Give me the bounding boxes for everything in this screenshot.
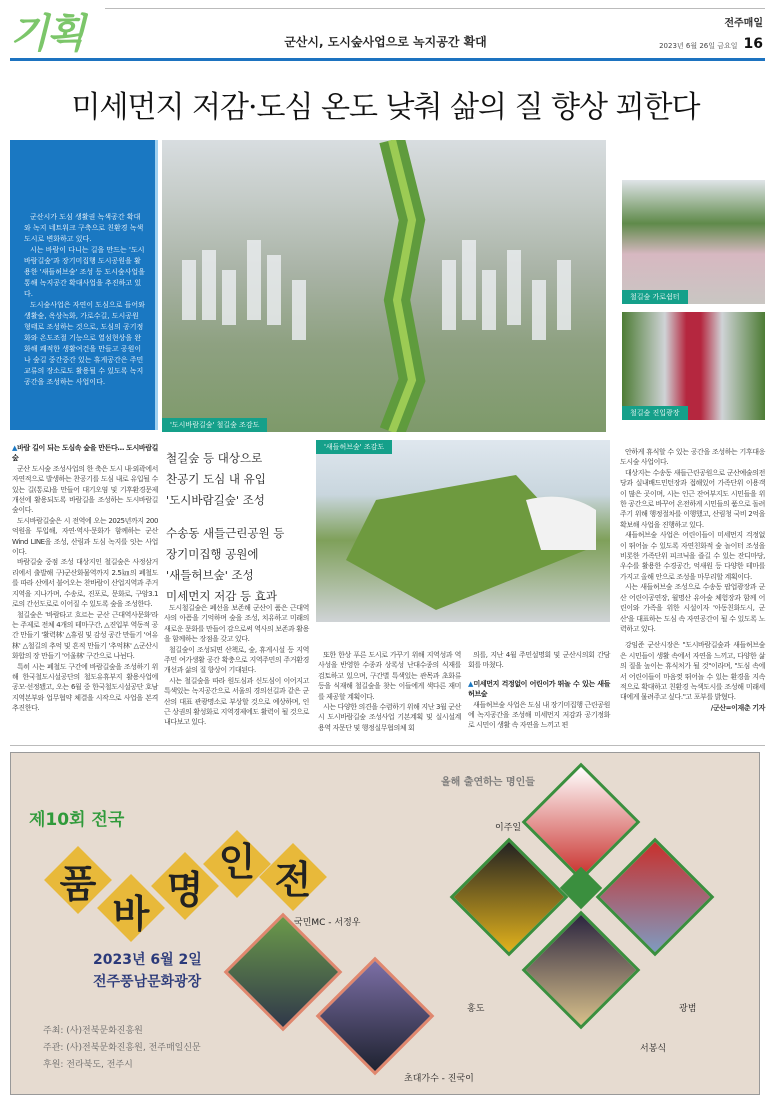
quote-line: 장기미집행 공원에 <box>166 547 259 561</box>
ad-schedule <box>93 949 202 993</box>
quote-line: 미세먼지 저감 등 효과 <box>166 589 277 603</box>
performer-photo <box>450 838 569 957</box>
paragraph: 특히 시는 폐철도 구간에 바람길숲을 조성하기 위해 한국철도시설공단의 철도유휴부지 활용사업에 공모·선정됐고, 오는 6월 중 한국철도시설공단 호남지역본부와 업무협약 체결을 시작으로 사업을 본격 추진한다. <box>12 662 158 713</box>
paragraph: 새들허브숲 사업은 도심 내 장기미집행 근린공원에 녹지공간을 조성해 미세먼지 저감과 공기정화로 시민이 생활 속 자연을 느끼고 편 <box>468 700 610 730</box>
article-column-2 <box>164 603 309 728</box>
newspaper-name: 전주매일 <box>724 18 763 29</box>
subheading <box>12 443 158 464</box>
lead-paragraph: 도시숲사업은 자연이 도심으로 들어와 생활숲, 옥상녹화, 가로수길, 도시공원 형태로 조성하는 것으로, 도심의 공기정화와 온도조절 기능으로 열섬현상을 완화해 쾌적한 생활여건을 만들고 공원이나 숲길 중간중간 있는 휴게공간은 주민교류의 장소로도 활용될 수 있도록 녹지공간을 조성하는 사업이다. <box>24 301 145 386</box>
quote-line: 철길숲 등 대상으로 <box>166 451 263 465</box>
paragraph: 의를, 지난 4월 주민설명회 및 군산시의회 간담회를 마쳤다. <box>468 651 610 670</box>
performer-photo <box>596 838 715 957</box>
triangle-icon: ▲ <box>468 679 474 688</box>
headline: 미세먼지 저감·도심 온도 낮춰 삶의 질 향상 꾀한다 <box>71 90 700 125</box>
ad-title-char: 품 <box>59 862 97 906</box>
article-column-4 <box>468 650 610 731</box>
photo-rest-area <box>622 180 765 304</box>
performer-name: 국민MC - 서정우 <box>294 918 361 928</box>
ad-host: 주최: (사)전북문화진흥원 <box>43 1026 143 1036</box>
paragraph: 바람길숲 중점 조성 대상지인 철길숲은 사정삼거리에서 출발해 구)군산화물역까지 2.5㎞의 폐철도를 따라 산에서 불어오는 찬바람이 산업지역과 주거지역을 지나가며, 수송로, 진포로, 문화로, 구암3.1로의 간선도로로 이어질 수 있도록 숲을 조성한다. <box>12 558 158 609</box>
main-aerial-photo <box>162 140 606 432</box>
ad-title-char: 전 <box>274 858 312 902</box>
paragraph: 도시철길숲은 폐선을 보존해 군산이 품은 근대역사의 아픔을 기억하며 숲을 조성, 치유하고 미래의 새로운 문화를 만들어 감으로써 역사의 보존과 활용을 함께하는 장점을 갖고 있다. <box>164 604 309 644</box>
dateline <box>659 36 763 52</box>
paragraph: 군산 도시숲 조성사업의 한 축은 도시 내·외곽에서 자연적으로 발생하는 찬공기를 도심 내로 유입될 수 있는 길(통로)을 만들어 대기오염 및 기후환경문제 개선에 활용되도록 바람길을 조성하는 도시바람길숲이다. <box>12 464 158 515</box>
lead-paragraph: 시는 바람이 다니는 길을 만드는 '도시바람길숲'과 장기미집행 도시공원을 활용한 '새들허브숲' 조성 등 도시숲사업을 통해 녹지공간 확대사업을 추진하고 있다. <box>24 246 145 298</box>
quote-line: 찬공기 도심 내 유입 <box>166 472 266 486</box>
paragraph: 안하게 휴식할 수 있는 공간을 조성하는 기후대응 도시숲 사업이다. <box>620 448 765 467</box>
paragraph: 또한 한상 푸른 도시로 가꾸기 위해 지역성과 역사성을 반영한 수종과 상록성 난대수종의 식재를 검토하고 있으며, 구간별 특색있는 관목과 초화류 등을 식재해 철길숲을 찾는 이들에게 색다른 재미를 제공할 계획이다. <box>318 651 461 701</box>
performers-title: 올해 출연하는 명인들 <box>441 777 535 788</box>
header-rule <box>10 58 765 61</box>
ad-title-char: 바 <box>112 892 150 936</box>
paragraph: 시는 철길숲을 따라 원도심과 신도심이 이어지고 특색있는 녹지공간으로 서울의 경의선길과 같은 군산의 대표 관광명소로 부상할 것으로 예상하며, 인근 상권의 활성화로 지역경제에도 활력이 될 것으로 내다보고 있다. <box>164 676 309 727</box>
ad-organizer: 주관: (사)전북문화진흥원, 전주매일신문 <box>43 1043 201 1053</box>
section-logo: 기획 <box>10 10 84 57</box>
performer-name: 초대가수 - 진국이 <box>404 1074 474 1084</box>
paragraph: 새들허브숲 사업은 어린이들이 미세먼지 걱정없이 뛰어놀 수 있도록 자연친화적 숲 놀이터 조성을 비롯한 가족단위 피크닉을 즐길 수 있는 잔디마당, 우수를 활용한 수경공간, 억새원 등 다양한 테마를 가지고 올해 안으로 조성을 마무리할 계획이다. <box>620 531 765 581</box>
article-column-3 <box>318 650 461 733</box>
subheading-text: 미세먼지 걱정없이 어린이가 뛰놀 수 있는 새들허브숲 <box>468 679 610 699</box>
pull-quote <box>166 448 311 607</box>
ad-credits <box>43 1023 201 1074</box>
performer-name: 홍도 <box>467 1004 485 1014</box>
page-number: 16 <box>743 36 763 52</box>
date: 2023년 6월 26일 금요일 <box>659 42 738 50</box>
performer-photo <box>522 911 641 1030</box>
divider <box>10 745 765 746</box>
paragraph: 시는 새들허브숲 조성으로 수송동 팝업광장과 군산 어린이공연장, 월명산 유아숲 체험장과 함께 어린이와 가족을 위한 시설이자 '아동친화도시, 군산'을 대표하는 도심 속 자연공간이 될 수 있도록 노력하고 있다. <box>620 583 765 633</box>
photo-entrance-plaza <box>622 312 765 420</box>
paragraph: 대상지는 수송동 새들근린공원으로 군산예술의전당과 실내배드민턴장과 접해있어 가족단위 이용객이 많은 곳이며, 시는 인근 잔여부지도 시민들을 위한 공간으로 바꾸어 온전하게 시민들의 품으로 돌려주기 위해 행정절차를 이행했고, 산림청 국비 2억을 확보해 사업을 진행하고 있다. <box>620 468 765 529</box>
photo-caption: '도시바람길숲' 철길숲 조감도 <box>162 418 267 432</box>
paragraph: 철길숲이 조성되면 산책로, 숲, 휴게시설 등 지역주민 여가생활 공간 확충으로 지역주민의 주거환경 개선과 삶의 질 향상이 기대된다. <box>164 645 309 675</box>
event-advertisement <box>10 752 760 1095</box>
diamond-shape <box>560 867 602 909</box>
quote-line: '도시바람길숲' 조성 <box>166 493 265 507</box>
paragraph: 도시바람길숲은 시 전역에 오는 2025년까지 200억원을 투입해, 자연·역사·문화가 함께하는 군산 Wind LINE을 조성, 산림과 도심 녹지를 잇는 사업이다. <box>12 516 158 557</box>
lead-box <box>10 140 158 430</box>
ad-title-char: 명 <box>166 868 204 912</box>
subheading <box>468 679 610 700</box>
photo-caption: '새들허브숲' 조감도 <box>316 440 392 454</box>
ad-date: 2023년 6월 2일 <box>93 952 202 968</box>
paragraph: 철길숲은 '바람타고 흐르는 군산 근대역사문화'라는 주제로 전체 4개의 테마구간, △진입부 역동적 공간 만들기 '활력林' △휴림 및 감성 공간 만들기 '여유林' △철길의 추억 및 흔적 만들기 '추억林' △군산시 화합의 장 만들기 '어울林' 구간으로 나뉜다. <box>12 610 158 661</box>
article-column-1 <box>12 443 158 714</box>
ad-sponsor: 후원: 전라북도, 전주시 <box>43 1060 133 1070</box>
quote-line: 수송동 새들근린공원 등 <box>166 526 285 540</box>
lead-paragraph: 군산시가 도심 생활권 녹색공간 확대와 녹지 네트워크 구축으로 친환경 녹색도시로 변화하고 있다. <box>24 213 144 243</box>
performer-name: 서봉식 <box>640 1044 667 1054</box>
byline: /군산=이재춘 기자 <box>710 703 765 712</box>
herb-forest-rendering <box>316 440 610 622</box>
paragraph: 시는 다양한 의견을 수렴하기 위해 지난 3월 군산시 도시바람길숲 조성사업 기본계획 및 실시설계 용역 자문단 및 행정실무협의체 회 <box>318 703 461 732</box>
performer-name: 이주일 <box>495 823 522 833</box>
performer-name: 광범 <box>679 1004 697 1014</box>
ad-title-char: 인 <box>218 840 256 884</box>
subheading-text: 바람 길이 되는 도심속 숲을 만든다… 도시바람길숲 <box>12 444 158 463</box>
photo-caption: 철길숲 가로쉼터 <box>622 290 688 304</box>
article-column-5 <box>620 447 765 713</box>
page-subtitle: 군산시, 도시숲사업으로 녹지공간 확대 <box>284 35 487 49</box>
quote-line: '새들허브숲' 조성 <box>166 568 254 582</box>
park-illustration <box>316 440 610 622</box>
paragraph: 강임준 군산시장은 "도시바람길숲과 새들허브숲은 시민들이 생활 속에서 자연을 느끼고, 다양한 삶의 질을 높이는 휴식처가 될 것"이라며, "도심 속에서 어린이들이 마음껏 뛰어놀 수 있는 환경을 지속적으로 확대하고 친환경 녹색도시를 조성해 미래세대에게 물려주고 싶다."고 포부를 밝혔다. <box>620 641 765 702</box>
divider <box>105 8 765 9</box>
ad-venue: 전주풍남문화광장 <box>93 974 202 990</box>
aerial-illustration <box>162 140 606 432</box>
ad-edition: 제10회 전국 <box>29 810 125 830</box>
photo-caption: 철길숲 진입광장 <box>622 406 688 420</box>
triangle-icon: ▲ <box>12 444 18 452</box>
performer-photo <box>522 763 641 882</box>
